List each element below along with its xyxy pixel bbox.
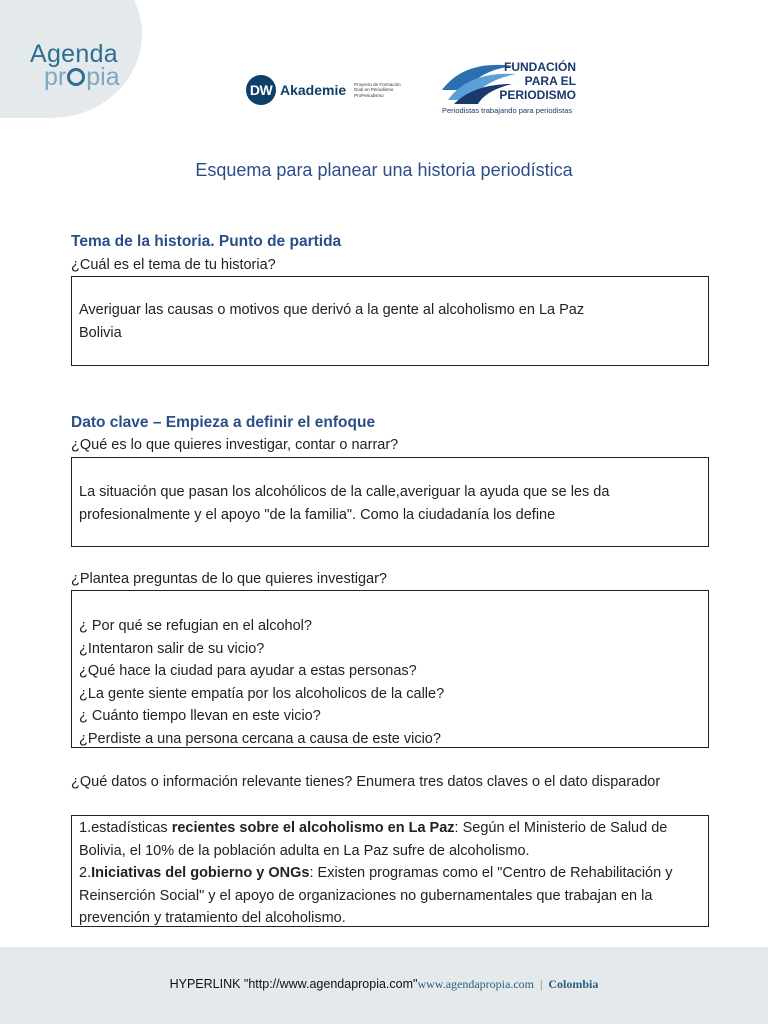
list-item: ¿ Por qué se refugian en el alcohol? <box>79 618 312 634</box>
logo-agenda-text: Agenda <box>30 40 118 68</box>
logo-o-ring-icon <box>67 68 85 86</box>
list-item: ¿ Cuánto tiempo llevan en este vicio? <box>79 708 321 724</box>
dw-akademie-logo <box>246 74 406 106</box>
list-item: ¿La gente siente empatía por los alcoholicos de la calle? <box>79 685 445 702</box>
section-heading-dato-clave: Dato clave – Empieza a definir el enfoque <box>71 414 376 431</box>
answer-line: Averiguar las causas o motivos que derivó a la gente al alcoholismo en La Paz <box>79 302 585 318</box>
document-title: Esquema para planear una historia periodística <box>195 160 573 180</box>
question-tema: ¿Cuál es el tema de tu historia? <box>71 257 276 273</box>
footer-separator: | <box>539 977 543 991</box>
list-item: ¿Intentaron salir de su vicio? <box>79 640 265 657</box>
questions-box <box>71 590 709 748</box>
fundacion-periodismo-logo <box>440 56 580 120</box>
footer-country: Colombia <box>548 977 599 991</box>
footer-site-link[interactable]: www.agendapropia.com <box>417 977 534 991</box>
dw-akademie-text: Akademie <box>280 82 347 98</box>
data-item-1: 1.estadísticas recientes sobre el alcoholismo en La Paz: Según el Ministerio de Salud de Bolivia, el 10% de la población adulta en La Paz sufre de alcoholismo. <box>79 820 668 859</box>
agenda-propia-logo <box>30 42 120 90</box>
question-preguntas: ¿Plantea preguntas de lo que quieres investigar? <box>71 571 387 587</box>
page-footer <box>0 947 768 1024</box>
question-investigar: ¿Qué es lo que quieres investigar, contar o narrar? <box>71 437 399 453</box>
answer-line: Bolivia <box>79 324 122 341</box>
logo-propia-text: pr pia <box>44 63 120 91</box>
section-heading-tema: Tema de la historia. Punto de partida <box>71 233 342 250</box>
data-box <box>71 815 709 927</box>
data-item-2: 2.Iniciativas del gobierno y ONGs: Existen programas como el "Centro de Rehabilitación y Reinserción Social" y el apoyo de organizaciones no gubernamentales que trabajan en la prevención y tratamiento del alcoholismo. <box>79 865 673 926</box>
answer-line: profesionalmente y el apoyo "de la familia". Como la ciudadanía los define <box>79 506 556 523</box>
dw-project-text: Proyecto de Formación Dual en Periodismo ProPeriodismo <box>354 81 401 98</box>
dw-logo-icon: DW <box>246 75 276 105</box>
footer-hyperlink-field: HYPERLINK "http://www.agendapropia.com" <box>169 977 418 991</box>
question-datos: ¿Qué datos o información relevante tienes? Enumera tres datos claves o el dato disparador <box>71 774 661 790</box>
answer-box-dato-clave <box>71 457 709 547</box>
answer-box-tema <box>71 276 709 366</box>
answer-line: La situación que pasan los alcohólicos de la calle,averiguar la ayuda que se les da <box>79 484 610 500</box>
list-item: ¿Qué hace la ciudad para ayudar a estas personas? <box>79 663 417 679</box>
fundacion-title: FUNDACIÓN PARA EL PERIODISMO <box>499 60 576 102</box>
footer-line <box>0 977 768 992</box>
list-item: ¿Perdiste a una persona cercana a causa de este vicio? <box>79 730 441 747</box>
fundacion-tagline: Periodistas trabajando para periodistas <box>442 106 573 115</box>
